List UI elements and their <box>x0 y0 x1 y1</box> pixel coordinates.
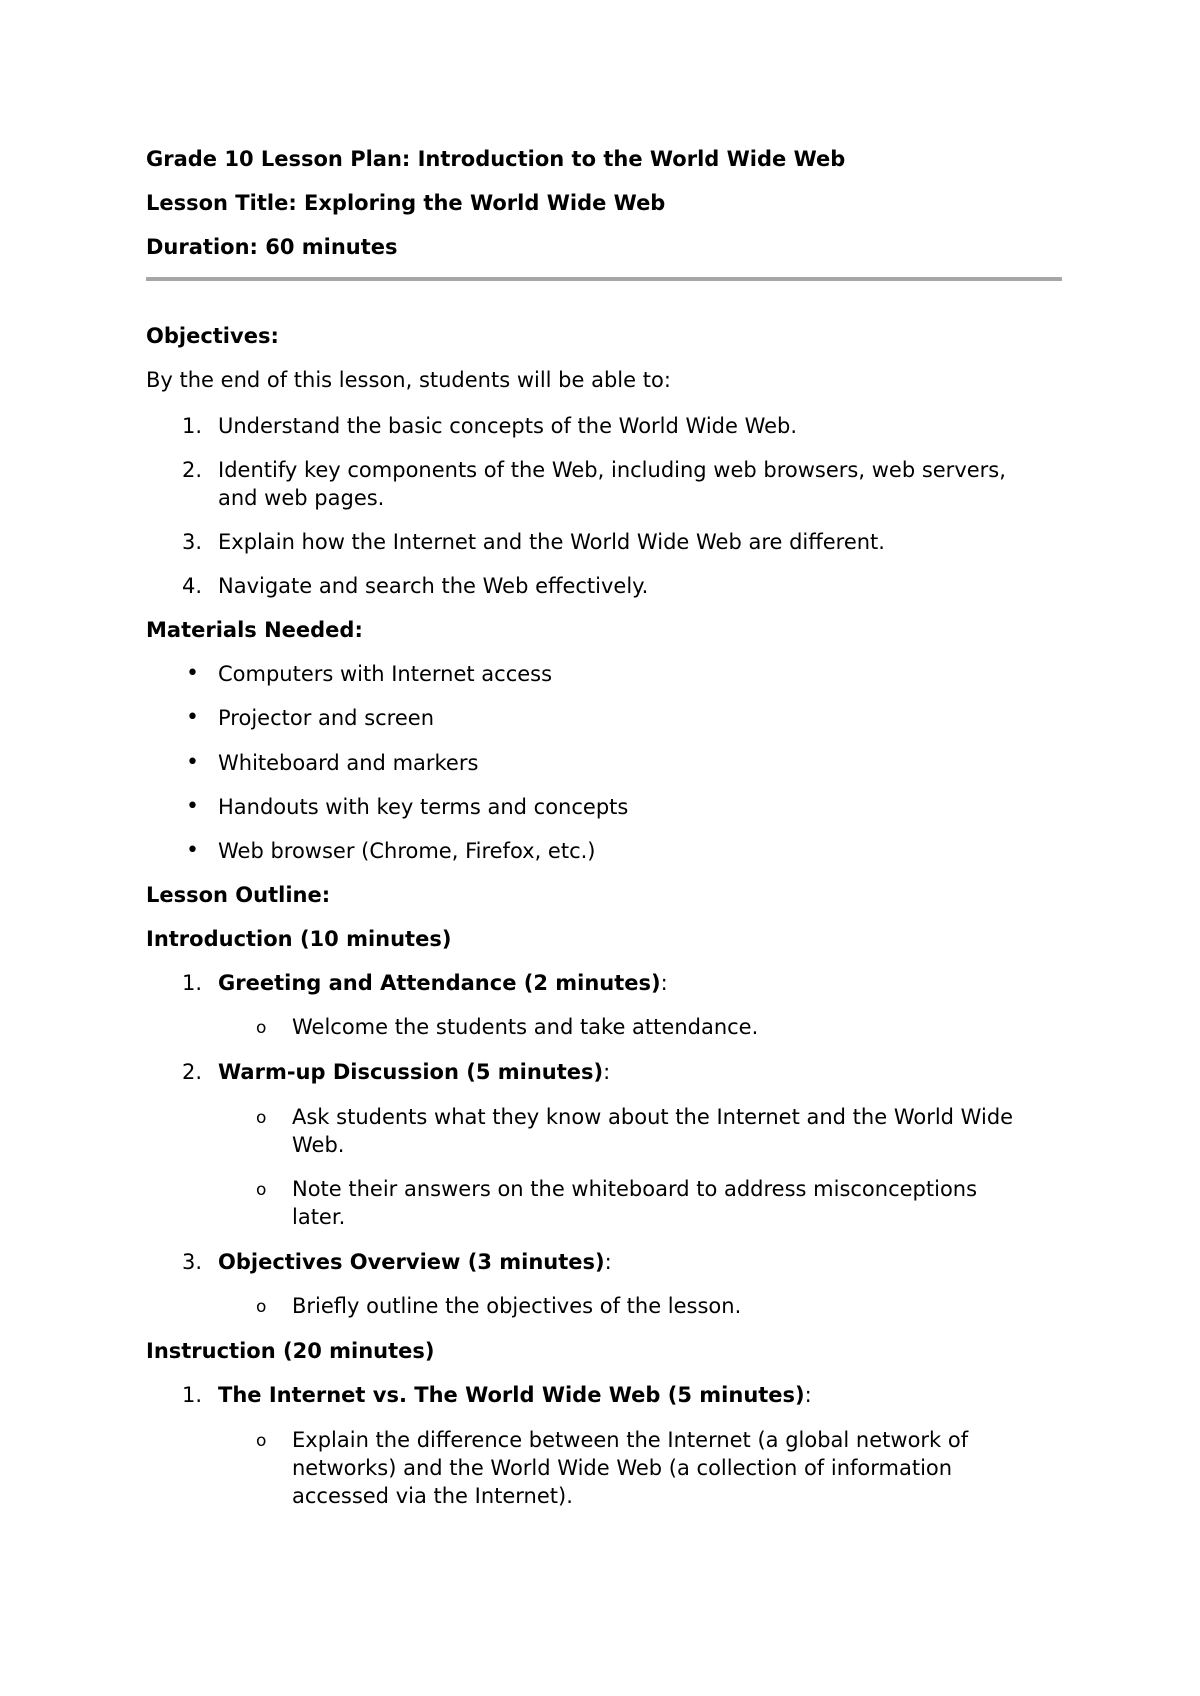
list-number: 1. <box>182 971 203 995</box>
step-title: Objectives Overview (3 minutes) <box>218 1250 605 1274</box>
sub-bullet-icon: o <box>256 1180 267 1200</box>
bullet-icon: • <box>186 705 199 730</box>
objectives-intro: By the end of this lesson, students will be able to: <box>146 368 671 392</box>
step-colon: : <box>804 1383 812 1407</box>
sub-item-text: Briefly outline the objectives of the lesson. <box>292 1294 742 1318</box>
step-colon: : <box>604 1250 612 1274</box>
list-item-text: Whiteboard and markers <box>218 751 479 775</box>
sub-item-text: later. <box>292 1205 346 1229</box>
sub-item-text: Welcome the students and take attendance. <box>292 1015 759 1039</box>
lesson-title: Lesson Title: Exploring the World Wide Web <box>146 191 666 215</box>
list-item-text: Navigate and search the Web effectively. <box>218 574 649 598</box>
list-number: 3. <box>182 1250 203 1274</box>
step-colon: : <box>603 1060 611 1084</box>
lesson-duration: Duration: 60 minutes <box>146 235 398 259</box>
sub-item-text: networks) and the World Wide Web (a collection of information <box>292 1456 953 1480</box>
list-item-title <box>218 969 668 997</box>
list-number: 1. <box>182 1383 203 1407</box>
step-title: The Internet vs. The World Wide Web (5 minutes) <box>218 1383 805 1407</box>
document-title: Grade 10 Lesson Plan: Introduction to the World Wide Web <box>146 147 846 171</box>
objectives-heading: Objectives: <box>146 324 279 348</box>
sub-bullet-icon: o <box>256 1018 267 1038</box>
list-item-text: Computers with Internet access <box>218 662 553 686</box>
bullet-icon: • <box>186 794 199 819</box>
list-item-text: Identify key components of the Web, including web browsers, web servers, <box>218 458 1006 482</box>
bullet-icon: • <box>186 661 199 686</box>
list-number: 3. <box>182 530 203 554</box>
document-page <box>146 0 1062 1696</box>
list-item-text: and web pages. <box>218 486 385 510</box>
list-number: 1. <box>182 414 203 438</box>
list-item-text: Projector and screen <box>218 706 434 730</box>
sub-bullet-icon: o <box>256 1297 267 1317</box>
sub-item-text: Explain the difference between the Internet (a global network of <box>292 1428 969 1452</box>
list-number: 2. <box>182 1060 203 1084</box>
list-item-title <box>218 1381 812 1409</box>
sub-bullet-icon: o <box>256 1431 267 1451</box>
horizontal-rule <box>146 277 1062 281</box>
sub-item-text: accessed via the Internet). <box>292 1484 573 1508</box>
list-item-text: Web browser (Chrome, Firefox, etc.) <box>218 839 596 863</box>
sub-item-text: Ask students what they know about the Internet and the World Wide <box>292 1105 1014 1129</box>
outline-heading: Lesson Outline: <box>146 883 331 907</box>
list-item-title <box>218 1058 610 1086</box>
sub-item-text: Note their answers on the whiteboard to address misconceptions <box>292 1177 978 1201</box>
list-number: 4. <box>182 574 203 598</box>
instruction-heading: Instruction (20 minutes) <box>146 1339 435 1363</box>
step-title: Warm-up Discussion (5 minutes) <box>218 1060 604 1084</box>
step-title: Greeting and Attendance (2 minutes) <box>218 971 661 995</box>
list-item-text: Handouts with key terms and concepts <box>218 795 629 819</box>
bullet-icon: • <box>186 838 199 863</box>
list-item-text: Explain how the Internet and the World Wide Web are different. <box>218 530 885 554</box>
step-colon: : <box>660 971 668 995</box>
sub-bullet-icon: o <box>256 1108 267 1128</box>
list-item-text: Understand the basic concepts of the World Wide Web. <box>218 414 798 438</box>
sub-item-text: Web. <box>292 1133 345 1157</box>
list-item-title <box>218 1248 612 1276</box>
bullet-icon: • <box>186 750 199 775</box>
list-number: 2. <box>182 458 203 482</box>
introduction-heading: Introduction (10 minutes) <box>146 927 452 951</box>
materials-heading: Materials Needed: <box>146 618 363 642</box>
